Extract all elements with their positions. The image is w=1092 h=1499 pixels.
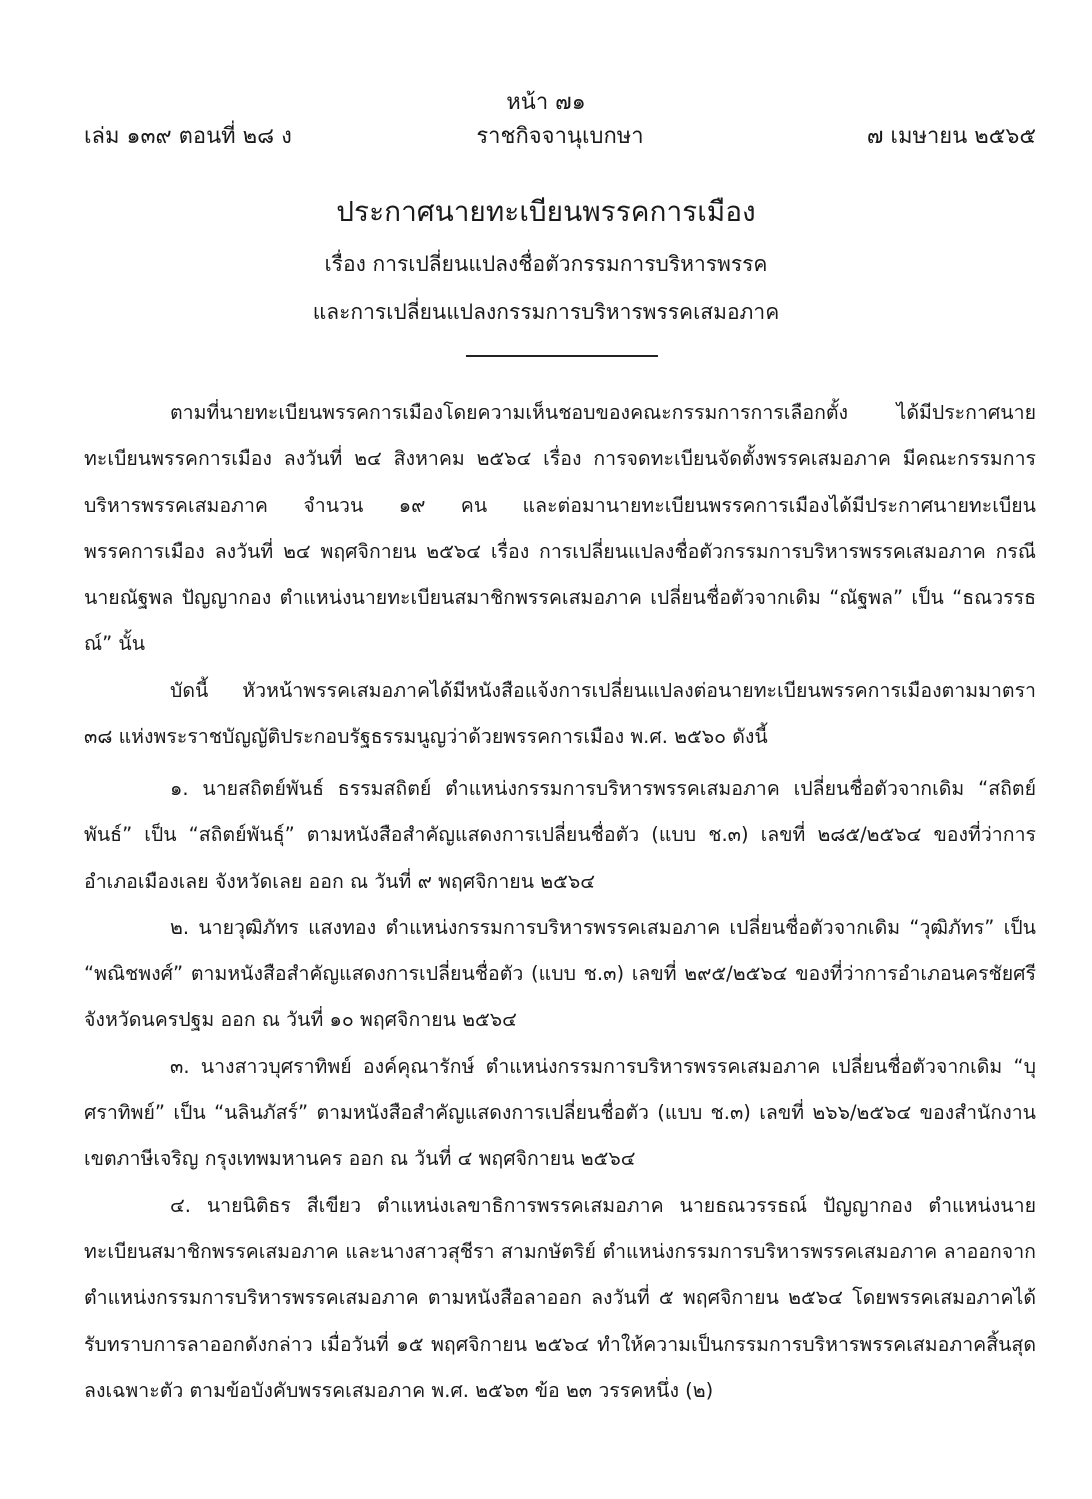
document-body-items xyxy=(84,766,1036,1414)
paragraph-announcement: บัดนี้ หัวหน้าพรรคเสมอภาคได้มีหนังสือแจ้งการเปลี่ยนแปลงต่อนายทะเบียนพรรคการเมืองตามมาตรา ๓๘ แห่งพระราชบัญญัติประกอบรัฐธรรมนูญว่าด้วยพรรคการเมือง พ.ศ. ๒๕๖๐ ดังนี้ xyxy=(84,678,1036,749)
document-title: ประกาศนายทะเบียนพรรคการเมือง xyxy=(336,195,756,228)
document-subject-line-2: และการเปลี่ยนแปลงกรรมการบริหารพรรคเสมอภาค xyxy=(312,300,780,324)
list-item-2: ๒. นายวุฒิภัทร แสงทอง ตำแหน่งกรรมการบริหารพรรคเสมอภาค เปลี่ยนชื่อตัวจากเดิม “วุฒิภัทร” เป็น “พณิชพงศ์” ตามหนังสือสำคัญแสดงการเปลี่ยนชื่อตัว (แบบ ช.๓) เลขที่ ๒๙๕/๒๕๖๔ ของที่ว่าการอำเภอนครชัยศรี จังหวัดนครปฐม ออก ณ วันที่ ๑๐ พฤศจิกายน ๒๕๖๔ xyxy=(84,915,1036,1032)
publication-date: ๗ เมษายน ๒๕๖๕ xyxy=(866,124,1036,149)
list-item-3: ๓. นางสาวบุศราทิพย์ องค์คุณารักษ์ ตำแหน่งกรรมการบริหารพรรคเสมอภาค เปลี่ยนชื่อตัวจากเดิม “บุศราทิพย์” เป็น “นลินภัสร์” ตามหนังสือสำคัญแสดงการเปลี่ยนชื่อตัว (แบบ ช.๓) เลขที่ ๒๖๖/๒๕๖๔ ของสำนักงานเขตภาษีเจริญ กรุงเทพมหานคร ออก ณ วันที่ ๔ พฤศจิกายน ๒๕๖๔ xyxy=(84,1054,1036,1171)
list-item-4: ๔. นายนิติธร สีเขียว ตำแหน่งเลขาธิการพรรคเสมอภาค นายธณวรรธณ์ ปัญญากอง ตำแหน่งนายทะเบียนสมาชิกพรรคเสมอภาค และนางสาวสุชีรา สามกษัตริย์ ตำแหน่งกรรมการบริหารพรรคเสมอภาค ลาออกจากตำแหน่งกรรมการบริหารพรรคเสมอภาค ตามหนังสือลาออก ลงวันที่ ๕ พฤศจิกายน ๒๕๖๔ โดยพรรคเสมอภาคได้รับทราบการลาออกดังกล่าว เมื่อวันที่ ๑๕ พฤศจิกายน ๒๕๖๔ ทำให้ความเป็นกรรมการบริหารพรรคเสมอภาคสิ้นสุดลงเฉพาะตัว ตามข้อบังคับพรรคเสมอภาค พ.ศ. ๒๕๖๓ ข้อ ๒๓ วรรคหนึ่ง (๒) xyxy=(84,1193,1036,1402)
page-number: หน้า ๗๑ xyxy=(506,90,586,115)
volume-issue: เล่ม ๑๓๙ ตอนที่ ๒๘ ง xyxy=(84,124,292,149)
document-body-intro xyxy=(84,390,1036,760)
document-subject-line-1: เรื่อง การเปลี่ยนแปลงชื่อตัวกรรมการบริหารพรรค xyxy=(324,252,768,276)
list-item-1: ๑. นายสถิตย์พันธ์ ธรรมสถิตย์ ตำแหน่งกรรมการบริหารพรรคเสมอภาค เปลี่ยนชื่อตัวจากเดิม “สถิตย์พันธ์” เป็น “สถิตย์พันธุ์” ตามหนังสือสำคัญแสดงการเปลี่ยนชื่อตัว (แบบ ช.๓) เลขที่ ๒๘๕/๒๕๖๔ ของที่ว่าการอำเภอเมืองเลย จังหวัดเลย ออก ณ วันที่ ๙ พฤศจิกายน ๒๕๖๔ xyxy=(84,777,1036,893)
paragraph-background: ตามที่นายทะเบียนพรรคการเมืองโดยความเห็นชอบของคณะกรรมการการเลือกตั้ง ได้มีประกาศนายทะเบียนพรรคการเมือง ลงวันที่ ๒๔ สิงหาคม ๒๕๖๔ เรื่อง การจดทะเบียนจัดตั้งพรรคเสมอภาค มีคณะกรรมการบริหารพรรคเสมอภาค จำนวน ๑๙ คน และต่อมานายทะเบียนพรรคการเมืองได้มีประกาศนายทะเบียนพรรคการเมือง ลงวันที่ ๒๔ พฤศจิกายน ๒๕๖๔ เรื่อง การเปลี่ยนแปลงชื่อตัวกรรมการบริหารพรรคเสมอภาค กรณี นายณัฐพล ปัญญากอง ตำแหน่งนายทะเบียนสมาชิกพรรคเสมอภาค เปลี่ยนชื่อตัวจากเดิม “ณัฐพล” เป็น “ธณวรรธณ์” นั้น xyxy=(84,401,1036,656)
gazette-name: ราชกิจจานุเบกษา xyxy=(476,124,644,149)
title-divider xyxy=(466,355,658,357)
